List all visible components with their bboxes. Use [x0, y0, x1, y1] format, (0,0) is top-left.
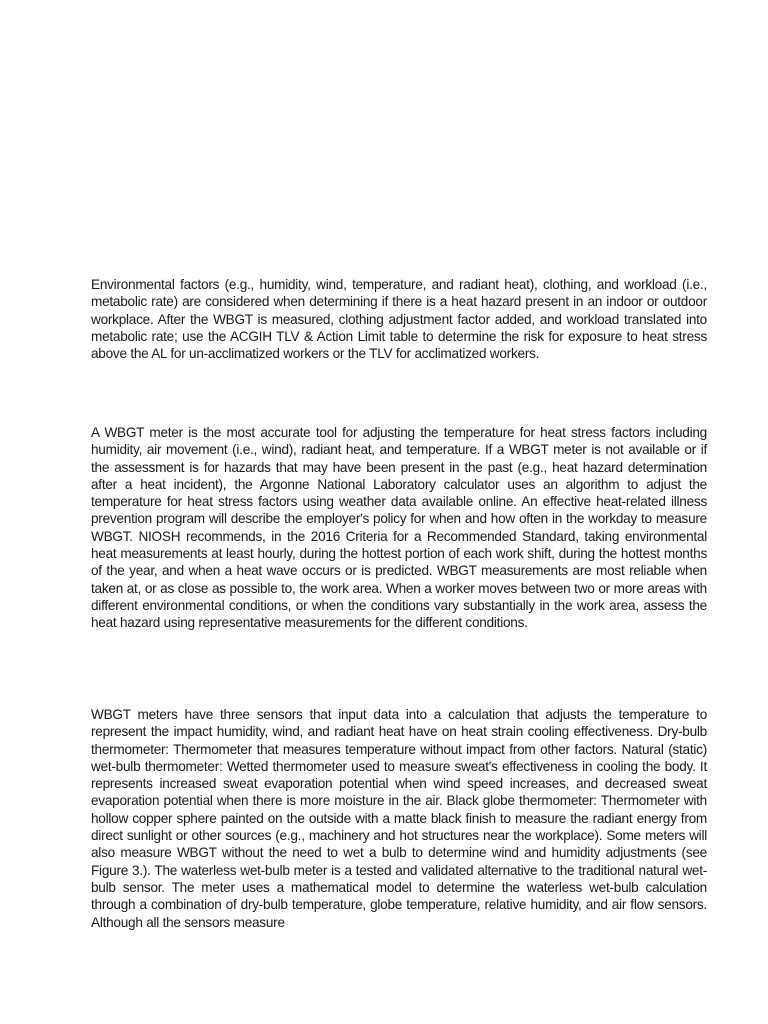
paragraph-environmental-factors: Environmental factors (e.g., humidity, wind, temperature, and radiant heat), clothing, and workload (i.e., metabolic rate) are considered when determining if there is a heat hazard present in an indoor or outdoor workplace. After the WBGT is measured, clothing adjustment factor added, and workload translated into metabolic rate; use the ACGIH TLV & Action Limit table to determine the risk for exposure to heat stress above the AL for un-acclimatized workers or the TLV for acclimatized workers.: [91, 277, 707, 362]
paragraph-wbgt-sensors: WBGT meters have three sensors that input data into a calculation that adjusts the temperature to represent the impact humidity, wind, and radiant heat have on heat strain cooling effectiveness. Dry-bulb thermometer: Thermometer that measures temperature without impact from other factors. Natural (static) wet-bulb thermometer: Wetted thermometer used to measure sweat's effectiveness in cooling the body. It represents increased sweat evaporation potential when wind speed increases, and decreased sweat evaporation potential when there is more moisture in the air. Black globe thermometer: Thermometer with hollow copper sphere painted on the outside with a matte black finish to measure the radiant energy from direct sunlight or other sources (e.g., machinery and hot structures near the workplace). Some meters will also measure WBGT without the need to wet a bulb to determine wind and humidity adjustments (see Figure 3.). The waterless wet-bulb meter is a tested and validated alternative to the traditional natural wet-bulb sensor. The meter uses a mathematical model to determine the waterless wet-bulb calculation through a combination of dry-bulb temperature, globe temperature, relative humidity, and air flow sensors. Although all the sensors measure: [91, 707, 707, 930]
paragraph-wbgt-meter-accuracy: A WBGT meter is the most accurate tool for adjusting the temperature for heat stress factors including humidity, air movement (i.e., wind), radiant heat, and temperature. If a WBGT meter is not available or if the assessment is for hazards that may have been present in the past (e.g., heat hazard determination after a heat incident), the Argonne National Laboratory calculator uses an algorithm to adjust the temperature for heat stress factors using weather data available online. An effective heat-related illness prevention program will describe the employer's policy for when and how often in the workday to measure WBGT. NIOSH recommends, in the 2016 Criteria for a Recommended Standard, taking environmental heat measurements at least hourly, during the hottest portion of each work shift, during the hottest months of the year, and when a heat wave occurs or is predicted. WBGT measurements are most reliable when taken at, or as close as possible to, the work area. When a worker moves between two or more areas with different environmental conditions, or when the conditions vary substantially in the work area, assess the heat hazard using representative measurements for the different conditions.: [91, 425, 707, 631]
